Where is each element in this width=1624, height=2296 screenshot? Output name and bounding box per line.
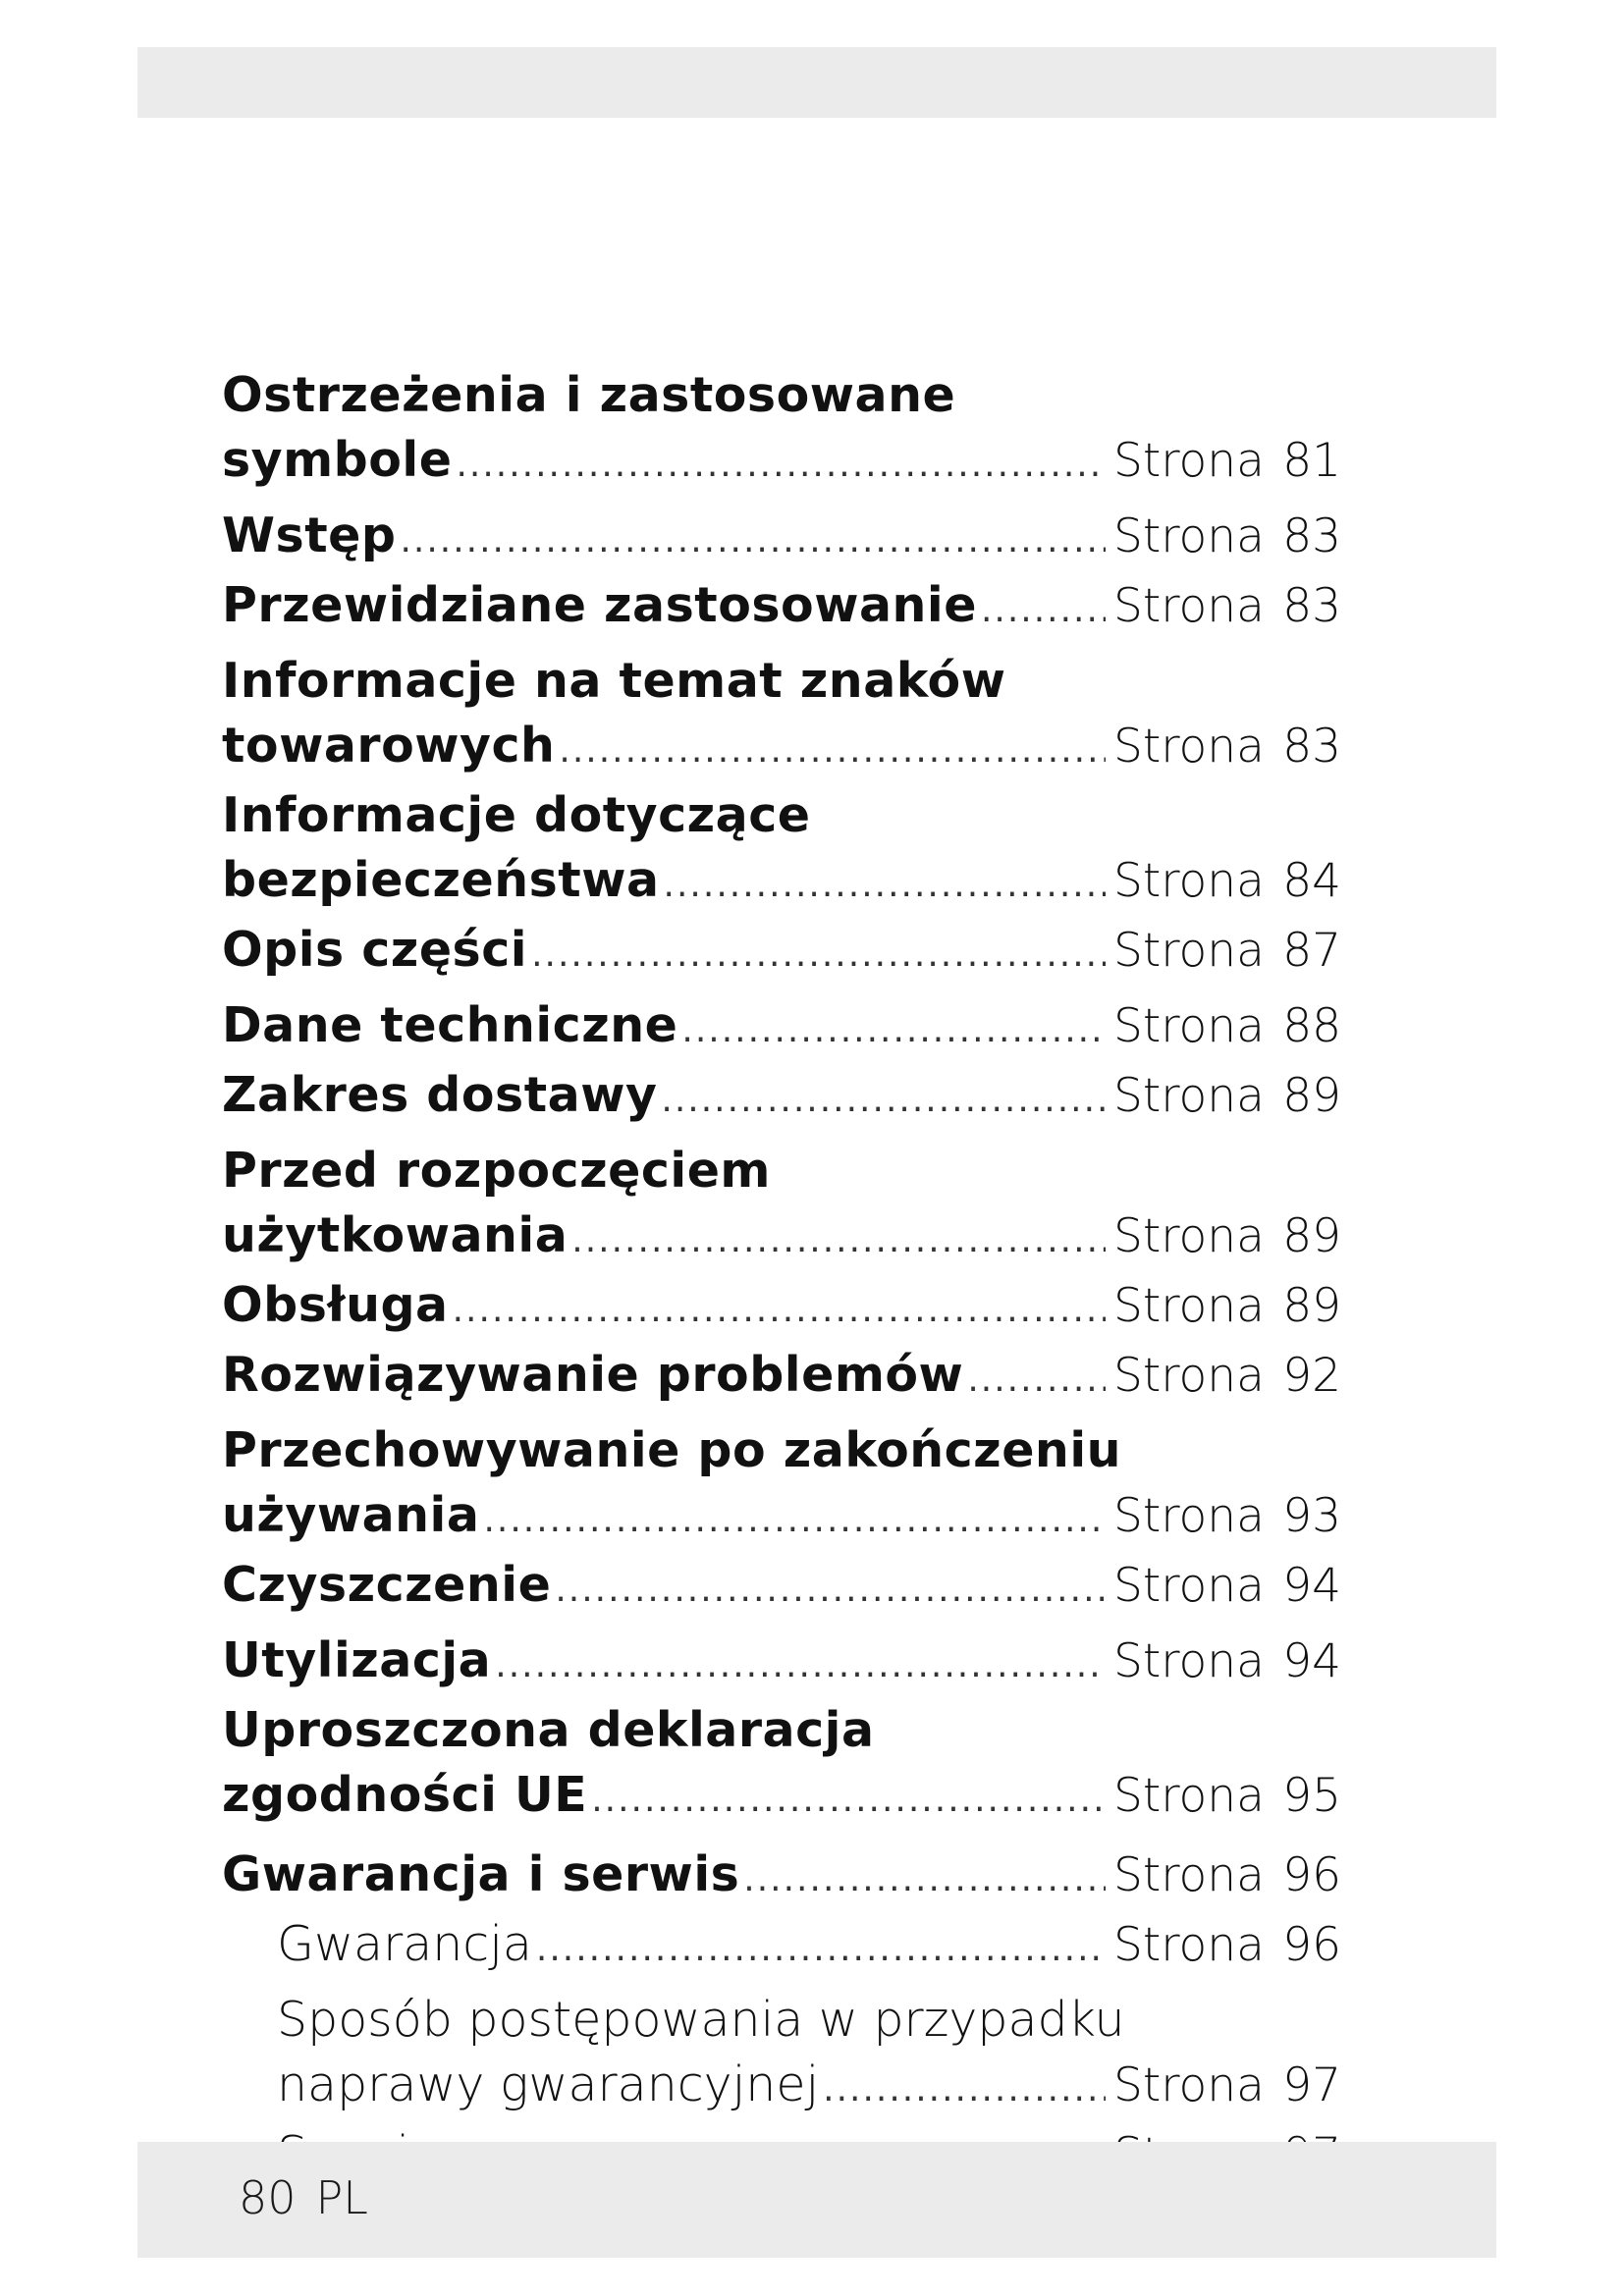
page-number: 84 xyxy=(1282,854,1341,908)
toc-entry-title: bezpieczeństwa xyxy=(222,852,660,908)
leader-dots xyxy=(661,1068,1106,1133)
footer xyxy=(239,2171,388,2224)
toc-entry-title-line1: Sposób postępowania w przypadku xyxy=(277,1992,1125,2048)
page-number: 89 xyxy=(1282,1069,1341,1123)
page-number: 88 xyxy=(1282,999,1341,1053)
toc-entry-warnings[interactable] xyxy=(222,363,1341,498)
page-label: Strona xyxy=(1113,1209,1265,1263)
toc-entry-title-line1: Przechowywanie po zakończeniu xyxy=(222,1422,1121,1478)
page-label: Strona xyxy=(1113,434,1265,488)
leader-dots xyxy=(559,719,1106,783)
leader-dots xyxy=(823,2057,1106,2122)
toc-entry-troubleshooting[interactable] xyxy=(222,1343,1341,1413)
page-label: Strona xyxy=(1113,1349,1265,1403)
leader-dots xyxy=(571,1208,1106,1273)
page-label: Strona xyxy=(1113,720,1265,774)
toc-entry-parts[interactable] xyxy=(222,918,1341,988)
toc-entry-title: Wstęp xyxy=(222,507,397,563)
page-label: Strona xyxy=(1113,1918,1265,1972)
page-label: Strona xyxy=(1113,509,1265,563)
toc-entry-title-line1: Informacje na temat znaków xyxy=(222,653,1006,709)
page-number: 97 xyxy=(1282,2058,1341,2112)
leader-dots xyxy=(967,1348,1106,1413)
page-number: 94 xyxy=(1282,1559,1341,1613)
page-label: Strona xyxy=(1113,999,1265,1053)
leader-dots xyxy=(453,1278,1106,1343)
toc-entry-title: Zakres dostawy xyxy=(222,1067,658,1123)
page-number: 96 xyxy=(1282,1848,1341,1902)
page-number: 89 xyxy=(1282,1279,1341,1333)
page-number: 94 xyxy=(1282,1634,1341,1688)
page-number: 95 xyxy=(1282,1769,1341,1823)
toc-entry-title: Obsługa xyxy=(222,1277,449,1333)
page-number: 83 xyxy=(1282,720,1341,774)
toc-entry-title: Gwarancja xyxy=(277,1916,532,1972)
toc-entry-title-line1: Ostrzeżenia i zastosowane xyxy=(222,367,956,423)
leader-dots xyxy=(555,1558,1106,1623)
toc-entry-title-line1: Informacje dotyczące xyxy=(222,787,811,843)
toc-entry-title-line1: Uproszczona deklaracja xyxy=(222,1702,875,1758)
toc-entry-title: użytkowania xyxy=(222,1207,568,1263)
toc-entry-title: Przewidziane zastosowanie xyxy=(222,577,977,633)
toc-entry-intended-use[interactable] xyxy=(222,573,1341,643)
page-number: 87 xyxy=(1282,924,1341,978)
toc-entry-title: Rozwiązywanie problemów xyxy=(222,1347,964,1403)
toc-entry-title: Utylizacja xyxy=(222,1632,492,1688)
page-label: Strona xyxy=(1113,1634,1265,1688)
toc-entry-disposal[interactable] xyxy=(222,1629,1341,1698)
page-label: Strona xyxy=(1113,1069,1265,1123)
toc-entry-title: towarowych xyxy=(222,718,556,774)
toc-entry-title: używania xyxy=(222,1487,480,1543)
toc-entry-safety[interactable] xyxy=(222,783,1341,918)
toc-entry-scope-of-delivery[interactable] xyxy=(222,1063,1341,1133)
toc-entry-title-line1: Przed rozpoczęciem xyxy=(222,1143,771,1199)
page-label: Strona xyxy=(1113,854,1265,908)
toc-entry-title: zgodności UE xyxy=(222,1767,588,1823)
page-label: Strona xyxy=(1113,1848,1265,1902)
page-label: Strona xyxy=(1113,579,1265,633)
toc-entry-cleaning[interactable] xyxy=(222,1553,1341,1623)
page-number: 89 xyxy=(1282,1209,1341,1263)
toc-entry-warranty-service[interactable] xyxy=(222,1842,1341,1912)
footer-language: PL xyxy=(315,2171,368,2224)
toc-entry-operation[interactable] xyxy=(222,1273,1341,1343)
table-of-contents xyxy=(222,363,1341,2192)
leader-dots xyxy=(681,998,1106,1063)
toc-entry-storage[interactable] xyxy=(222,1418,1341,1553)
page-label: Strona xyxy=(1113,1279,1265,1333)
leader-dots xyxy=(495,1633,1106,1698)
toc-subentry-warranty-repair[interactable] xyxy=(222,1988,1341,2122)
page-number: 96 xyxy=(1282,1918,1341,1972)
page-label: Strona xyxy=(1113,1769,1265,1823)
toc-entry-title: symbole xyxy=(222,432,453,488)
leader-dots xyxy=(483,1488,1106,1553)
toc-entry-title: naprawy gwarancyjnej xyxy=(277,2056,820,2112)
toc-entry-eu-declaration[interactable] xyxy=(222,1698,1341,1833)
toc-entry-technical-data[interactable] xyxy=(222,993,1341,1063)
page-label: Strona xyxy=(1113,1559,1265,1613)
leader-dots xyxy=(743,1847,1106,1912)
toc-entry-title: Opis części xyxy=(222,922,528,978)
leader-dots xyxy=(981,578,1106,643)
page-label: Strona xyxy=(1113,1489,1265,1543)
leader-dots xyxy=(536,1917,1106,1982)
page-label: Strona xyxy=(1113,924,1265,978)
toc-entry-introduction[interactable] xyxy=(222,504,1341,573)
leader-dots xyxy=(591,1768,1106,1833)
toc-subentry-warranty[interactable] xyxy=(222,1912,1341,1982)
toc-entry-title: Czyszczenie xyxy=(222,1557,552,1613)
leader-dots xyxy=(400,508,1106,573)
page-number: 81 xyxy=(1282,434,1341,488)
toc-entry-trademarks[interactable] xyxy=(222,649,1341,783)
toc-entry-title: Gwarancja i serwis xyxy=(222,1846,740,1902)
page-number: 92 xyxy=(1282,1349,1341,1403)
header-bar xyxy=(137,47,1496,118)
page-number: 83 xyxy=(1282,579,1341,633)
footer-page-number: 80 xyxy=(239,2171,297,2224)
leader-dots xyxy=(664,853,1106,918)
page-number: 93 xyxy=(1282,1489,1341,1543)
leader-dots xyxy=(531,923,1106,988)
toc-entry-title: Dane techniczne xyxy=(222,997,678,1053)
page-number: 83 xyxy=(1282,509,1341,563)
page-label: Strona xyxy=(1113,2058,1265,2112)
toc-entry-before-use[interactable] xyxy=(222,1139,1341,1273)
leader-dots xyxy=(456,433,1106,498)
